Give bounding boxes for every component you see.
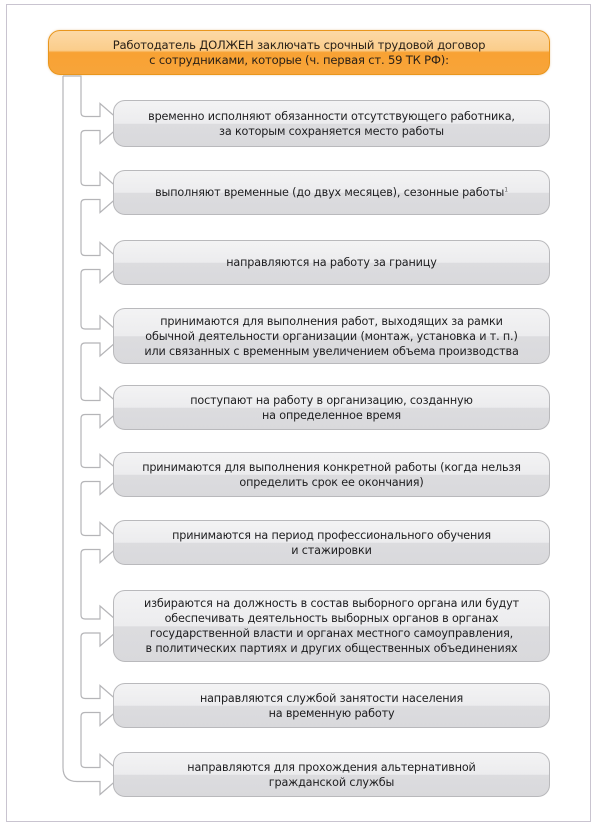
item-line: направляются службой занятости населения [199,691,464,705]
item-text [144,596,519,656]
item-line-text: выполняют временные (до двух месяцев), сезонные работы [155,186,505,199]
item-line: или связанных с временным увеличением объема производства [144,344,519,358]
item-line: и стажировки [291,543,372,557]
header-text [113,38,486,68]
item-box [113,308,550,364]
item-box [113,240,550,285]
item-text [200,691,463,721]
item-text [190,393,472,423]
item-box [113,452,550,497]
item-box [113,520,550,565]
item-box [113,590,550,662]
item-box [113,385,550,430]
item-box [113,752,550,797]
item-line: временно исполняют обязанности отсутствующего работника, [148,109,515,123]
header-line-2: с сотрудниками, которые (ч. первая ст. 59 ТК РФ): [149,52,449,67]
item-text [142,460,521,490]
item-line: обычной деятельности организации (монтаж, установка и т. п.) [145,329,518,343]
item-line: избираются на должность в состав выборного органа или будут [144,597,519,610]
item-text [155,185,508,200]
item-line: обеспечивать деятельность выборных органов в органах [164,612,499,625]
item-line: принимаются для выполнения конкретной работы (когда нельзя [142,460,521,474]
item-line: поступают на работу в организацию, созданную [190,393,473,407]
footnote-marker: 1 [504,186,508,194]
item-line: в политических партиях и других общественных объединениях [145,642,518,655]
item-box [113,100,550,147]
item-line: принимаются на период профессионального обучения [172,528,491,542]
item-line: принимаются для выполнения работ, выходящих за рамки [160,314,503,328]
item-line: за которым сохраняется место работы [219,124,444,138]
item-text [187,760,475,790]
item-text [148,109,515,139]
item-line: направляются для прохождения альтернативной [187,760,476,774]
item-line [155,185,508,200]
item-line: направляются на работу за границу [226,256,437,269]
header-line-1: Работодатель ДОЛЖЕН заключать срочный трудовой договор [112,37,486,52]
item-text [144,314,518,359]
item-text [172,528,491,558]
item-line: определить срок ее окончания) [239,475,424,489]
item-text [226,255,436,270]
item-line: гражданской службы [268,775,395,789]
item-box [113,170,550,215]
item-line: государственной власти и органах местного самоуправления, [149,627,514,640]
item-box [113,683,550,728]
item-line: на определенное время [261,408,402,422]
diagram-header [48,30,550,75]
item-line: на временную работу [268,706,395,720]
